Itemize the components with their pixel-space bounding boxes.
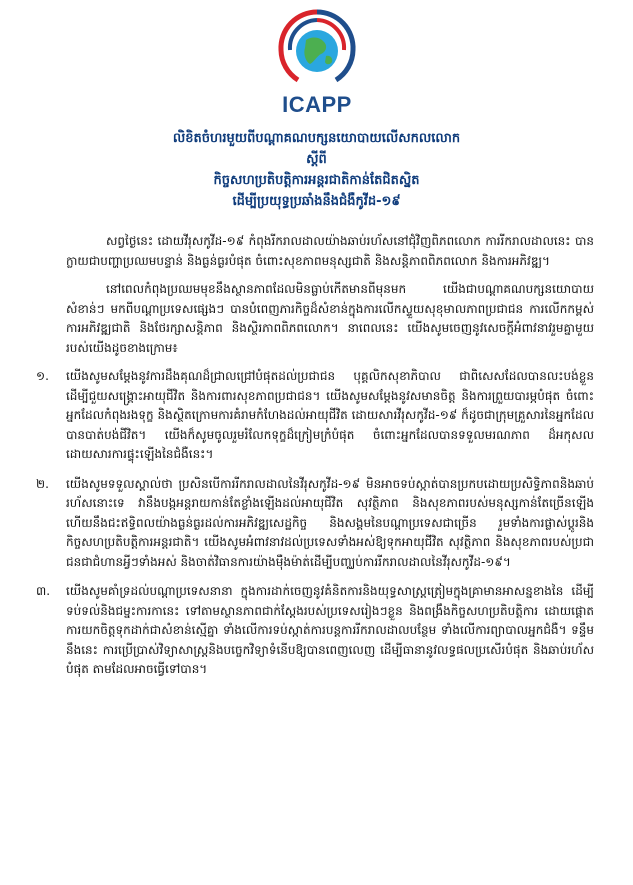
document-body — [36, 232, 594, 690]
icapp-logo — [276, 6, 358, 124]
list-item-text: យើងសូមសម្តែងនូវការដឹងគុណដ៏ជ្រាលជ្រៅបំផុតដល់ប្រជាជន បុគ្គលិកសុខាភិបាល ជាពិសេសដែលបានលះបង់ខ្លួន ដើម្បីជួយសង្គ្រោះអាយុជីវិត និងការពារសុខភាពប្រជាជន។ យើងសូមសម្តែងនូវសមានចិត្ត និងការព្រួយបារម្ភបំផុត ចំពោះអ្នកដែលកំពុងរងទុក្ខ និងស្ថិតក្រោមការគំរាមកំហែងដល់អាយុជីវិត ដោយសារវីរុសកូវីដ-១៩ ក៏ដូចជាក្រុមគ្រួសារនៃអ្នកដែលបានបាត់បង់ជីវិត។ យើងក៏សូមចូលរួមរំលែកទុក្ខដ៏ក្រៀមក្រំបំផុត ចំពោះអ្នកដែលបានទទួលមរណភាព ដ៏អកុសលដោយសារការផ្ទុះឡើងនៃជំងឺនេះ។ — [66, 369, 594, 461]
paragraph-intro: សព្វថ្ងៃនេះ ដោយវីរុសកូវីដ-១៩ កំពុងរីករាលដាលយ៉ាងឆាប់រហ័សនៅជុំវិញពិភពលោក ការរីករាលដាលនេះ បានក្លាយជាបញ្ហាប្រឈមបន្ទាន់ និងធ្ងន់ធ្ងរបំផុត ចំពោះសុខភាពមនុស្សជាតិ និងសន្តិភាពពិភពលោក និងការអភិវឌ្ឍ។ — [66, 234, 594, 268]
globe-logo-icon — [276, 6, 358, 94]
list-item-text: យើងសូមគាំទ្រដល់បណ្តាប្រទេសនានា ក្នុងការដាក់ចេញនូវគំនិតការនិងយុទ្ធសាស្ត្រត្រៀមក្នុងគ្រាមានអាសន្នខាងនៃ ដើម្បីទប់ទល់និងជម្នះការកានេះ ទៅតាមស្ថានភាពជាក់ស្តែងរបស់ប្រទេសរៀងៗខ្លួន និងពង្រឹងកិច្ចសហប្រតិបត្តិការ ដោយផ្តោតការយកចិត្តទុកដាក់ជាសំខាន់ស្មើគ្នា ទាំងលើការទប់ស្កាត់ការបន្តការរីករាលដាលបន្ថែម ទាំងលើការព្យាបាលអ្នកជំងឺ។ ទន្ទឹមនឹងនេះ ការប្រើប្រាស់វិទ្យាសាស្ត្រនិងបច្ចេកវិទ្យាទំនើបឱ្យបានពេញលេញ ដើម្បីធានានូវលទ្ធផលប្រសើរបំផុត និងឆាប់រហ័សបំផុត តាមដែលអាចធ្វើទៅបាន។ — [66, 584, 594, 676]
title-line-3: កិច្ចសហប្រតិបត្តិការអន្តរជាតិកាន់តែជិតស្និត — [213, 173, 420, 188]
list-item-number: ២. — [36, 476, 49, 491]
title-line-2: ស្ដីពី — [306, 152, 327, 167]
list-item-number: ១. — [36, 369, 49, 383]
paragraph-context: នៅពេលកំពុងប្រឈមមុខនឹងស្ថានភាពដែលមិនធ្លាប់កើតមានពីមុនមក យើងជាបណ្តាគណបក្សនយោបាយសំខាន់ៗ មកពីបណ្តាប្រទេសផ្សេងៗ បានបំពេញភារកិច្ចដ៏សំខាន់ក្នុងការលើកស្ទួយសុខុមាលភាពប្រជាជន ការលើកកម្ពស់ការអភិវឌ្ឍជាតិ និងថែរក្សាសន្តិភាព និងស្ថិរភាពពិភពលោក។ នាពេលនេះ យើងសូមចេញនូវសេចក្តីអំពាវនាវរួមគ្នាមួយ របស់យើងដូចខាងក្រោម៖ — [66, 282, 594, 355]
document-title — [40, 128, 593, 212]
logo-text: ICAPP — [282, 92, 352, 117]
list-item-number: ៣. — [36, 584, 51, 598]
title-line-1: លិខិតចំហរមួយពីបណ្ដាគណបក្សនយោបាយលើសកលលោក — [172, 131, 461, 146]
list-item — [36, 367, 594, 465]
title-line-4: ដើម្បីប្រយុទ្ធប្រឆាំងនឹងជំងឺកូវីដ-១៩ — [232, 194, 401, 209]
list-item — [36, 475, 594, 573]
list-item-text: យើងសូមទទួលស្គាល់ថា ប្រសិនបើការរីករាលដាលនៃវីរុសកូវីដ-១៩ មិនអាចទប់ស្កាត់បានប្រកបដោយប្រសិទ្ធិភាពនិងឆាប់រហ័សនោះទេ វានឹងបង្កអន្តរាយកាន់តែខ្លាំងឡើងដល់អាយុជីវិត សុវត្ថិភាព និងសុខភាពរបស់មនុស្សកាន់តែច្រើនឡើង ហើយនឹងជះឥទ្ធិពលយ៉ាងធ្ងន់ធ្ងរដល់ការអភិវឌ្ឍសេដ្ឋកិច្ច និងសង្គមនៃបណ្តាប្រទេសជាច្រើន រួមទាំងការផ្លាស់ប្តូរនិងកិច្ចសហប្រតិបត្តិការអន្តរជាតិ។ យើងសូមអំពាវនាវដល់ប្រទេសទាំងអស់ឱ្យទុកអាយុជីវិត សុវត្ថិភាព និងសុខភាពរបស់ប្រជាជនជាជំហានអ្វីៗទាំងអស់ និងចាត់វិធានការយ៉ាងម៉ឺងម៉ាត់ដើម្បីបញ្ឈប់ការរីករាលដាលនៃវីរុសកូវីដ-១៩។ — [66, 476, 594, 569]
list-item — [36, 582, 594, 680]
